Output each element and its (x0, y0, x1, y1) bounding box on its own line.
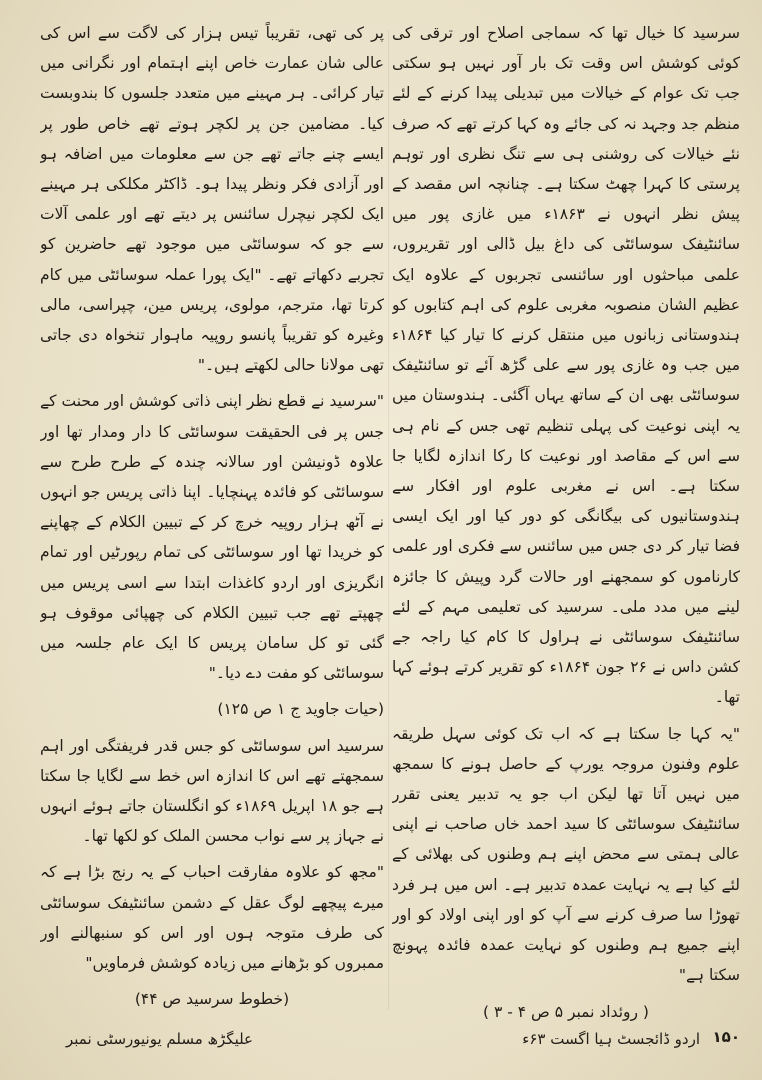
magazine-issue: اردو ڈائجسٹ ہیا اگست ۶۳ء (522, 1030, 700, 1048)
left-citation-2: (خطوط سرسید ص ۴۴) (134, 990, 290, 1009)
left-paragraph-3: سرسید اس سوسائٹی کو جس قدر فریفتگی اور اہم سمجھتے تھے اس کا اندازہ اس خط سے لگایا جا سکتا ہے جو ۱۸ اپریل ۱۸۶۹ء کو انگلستان جاتے ہوئے انہوں نے جہاز پر سے نواب محسن الملک کو لکھا تھا۔ (40, 736, 384, 846)
right-quote-raja: "یہ کہا جا سکتا ہے کہ اب تک کوئی سہل طریقہ علوم وفنون مروجہ یورپ کے حاصل ہونے کا سمجھ میں نہیں آتا تھا لیکن اب جو یہ تدبیر یعنی تقرر سائنٹیفک سوسائٹی کا سید احمد خاں صاحب نے اپنی عالی ہمتی سے محض اپنے ہم وطنوں کی بھلائی کے لئے کیا ہے یہ نہایت عمدہ تدبیر ہے۔ اس میں ہر فرد تھوڑا سا صرف کرنے سے آپ کو اور اپنی اولاد کو اور اپنے جمیع ہم وطنوں کو نہایت عمدہ فائدہ پہونچ سکتا ہے" (392, 724, 740, 985)
left-citation-1: (حیات جاوید ج ۱ ص ۱۲۵) (217, 700, 384, 719)
left-paragraph-1: پر کی تھی، تقریباً تیس ہزار کی لاگت سے اس کی عالی شان عمارت خاص اپنے اہتمام اور نگرانی میں تیار کرائی۔ ہر مہینے میں متعدد جلسوں کا بندوبست کیا۔ مضامین جن پر لکچر ہوتے تھے خاص طور پر ایسے چنے جاتے تھے جن سے معلومات میں اضافہ ہو اور آزادی فکر ونظر پیدا ہو۔ ڈاکٹر مکلکی ہر مہینے ایک لکچر نیچرل سائنس پر دیتے تھے اور علمی آلات سے جو کہ سوسائٹی میں موجود تھے حاضرین کو تجربے دکھاتے تھے۔ "ایک پورا عملہ سوسائٹی میں کام کرتا تھا، مترجم، مولوی، پریس مین، چپراسی، مالی وغیرہ کو تقریباً پانسو روپیہ ماہوار تنخواہ دی جاتی تھی مولانا حالی لکھتے ہیں۔" (40, 24, 384, 375)
left-paragraph-5 (40, 1021, 384, 1023)
page-number: ۱۵۰ (712, 1028, 740, 1046)
special-issue-title: علیگڑھ مسلم یونیورسٹی نمبر (66, 1030, 254, 1048)
left-column (40, 18, 384, 1022)
page-footer (40, 1028, 740, 1068)
right-paragraph-1: سرسید کا خیال تھا کہ سماجی اصلاح اور ترقی کی کوئی کوشش اس وقت تک بار آور نہیں ہو سکتی جب تک عوام کے خیالات میں تبدیلی پیدا کرنے کے لئے منظم جد وجہد نہ کی جائے وہ کہا کرتے تھے کہ صرف نئے خیالات کی روشنی ہی سے تنگ نظری اور توہم پرستی کا کہرا چھٹ سکتا ہے۔ چنانچہ اس مقصد کے پیش نظر انہوں نے ۱۸۶۳ء میں غازی پور میں سائنٹیفک سوسائٹی کی داغ بیل ڈالی اور تقریروں، علمی مباحثوں اور سائنسی تجربوں کے علاوہ ایک عظیم الشان منصوبہ مغربی علوم کی اہم کتابوں کو ہندوستانی زبانوں میں منتقل کرنے کا تیار کیا ۱۸۶۴ء میں جب وہ غازی پور سے علی گڑھ آئے تو سائنٹیفک سوسائٹی بھی ان کے ساتھ یہاں آگئی۔ ہندوستان میں یہ اپنی نوعیت کی پہلی تنظیم تھی جس کے نام ہی سے اس کے مقاصد اور نوعیت کا رکا اندازہ لگایا جا سکتا ہے۔ اس نے مغربی علوم اور افکار سے ہندوستانیوں کی بیگانگی کو دور کیا اور ایک ایسی فضا تیار کر دی جس میں سائنس سے فکری اور علمی کارناموں کو سمجھنے اور حالات گرد وپیش کا جائزہ لینے میں مدد ملی۔ سرسید کی تعلیمی مہم کے لئے سائنٹیفک سوسائٹی نے ہراول کا کام کیا راجہ جے کشن داس نے ۲۶ جون ۱۸۶۴ء کو تقریر کرتے ہوئے کہا تھا۔ (392, 24, 740, 707)
left-quote-letter: "مجھ کو علاوہ مفارقت احباب کے یہ رنج بڑا ہے کہ میرے پیچھے لوگ عقل کے دشمن سائنٹیفک سوسائٹی کی طرف متوجہ ہوں اور اس کو سنبھالنے اور ممبروں کو بڑھانے میں زیادہ کوشش فرماویں" (40, 863, 384, 973)
right-citation: ( روئداد نمبر ۵ ص ۴ - ۳ ) (483, 1002, 649, 1021)
right-column (392, 18, 740, 1022)
column-divider (388, 30, 389, 1010)
left-quote-hali: "سرسید نے قطع نظر اپنی ذاتی کوشش اور محنت کے جس پر فی الحقیقت سوسائٹی کا دار ومدار تھا اور علاوہ ڈونیشن اور سالانہ چندہ کے طرح طرح سے سوسائٹی کو فائدہ پہنچایا۔ اپنا ذاتی پریس جو انہوں نے آٹھ ہزار روپیہ خرچ کر کے تبیین الکلام کے چھاپنے کو خریدا تھا اور سوسائٹی کی تمام رپورٹیں اور تمام انگریزی اور اردو کاغذات ابتدا سے اسی پریس میں چھپتے تھے جب تبیین الکلام کی چھپائی موقوف ہو گئی تو کل سامان پریس کا ایک عام جلسہ میں سوسائٹی کو مفت دے دیا۔" (40, 392, 384, 683)
